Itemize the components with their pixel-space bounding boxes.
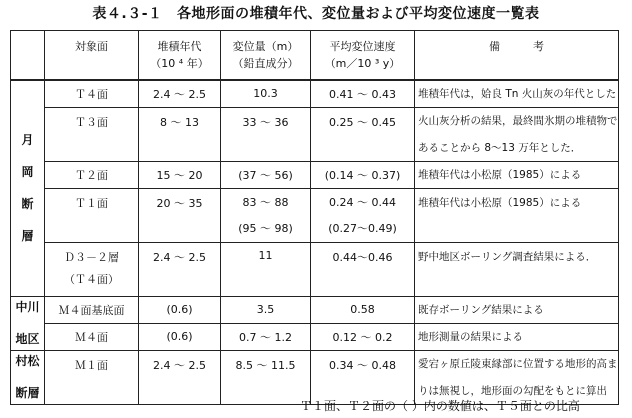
cell-remark: 堆積年代は小松原（1985）による <box>415 161 619 188</box>
footnote: Ｔ１面、Ｔ２面の（ ）内の数値は、Ｔ５面との比高 <box>300 399 580 413</box>
region-nakagawa: 中川 地区 <box>11 296 45 350</box>
cell-remark: 愛宕ヶ原丘陵東縁部に位置する地形的高ま <box>415 350 619 377</box>
cell-displacement-alt: (95 ～ 98) <box>221 215 311 242</box>
cell-remark: 地形測量の結果による <box>415 323 619 350</box>
table-row <box>11 323 619 350</box>
header-rate: 平均変位速度 （m／10 ³ y） <box>311 31 415 81</box>
cell-surface: Ｍ４面 <box>45 323 139 350</box>
cell-remark: 既存ボーリング結果による <box>415 296 619 323</box>
table-row <box>11 161 619 188</box>
data-table <box>10 30 619 405</box>
cell-surface: Ｔ３面 <box>45 107 139 161</box>
region-tsukioka: 月 岡 断 層 <box>11 80 45 296</box>
cell-age: 15 ～ 20 <box>139 161 221 188</box>
cell-rate: (0.14 ～ 0.37) <box>311 161 415 188</box>
cell-age: 20 ～ 35 <box>139 188 221 242</box>
cell-rate: 0.12 ～ 0.2 <box>311 323 415 350</box>
cell-remark-cont: りは無視し，地形面の勾配をもとに算出 <box>415 377 619 404</box>
cell-rate: 0.24 ～ 0.44 <box>311 188 415 215</box>
cell-remark-cont: あることから 8～13 万年とした． <box>415 134 619 161</box>
cell-age: 8 ～ 13 <box>139 107 221 161</box>
cell-displacement: 33 ～ 36 <box>221 107 311 161</box>
header-remarks: 備 考 <box>415 31 619 81</box>
cell-remark: 堆積年代は小松原（1985）による <box>415 188 619 242</box>
header-surface: 対象面 <box>45 31 139 81</box>
cell-age: 2.4 ～ 2.5 <box>139 80 221 107</box>
cell-age: 2.4 ～ 2.5 <box>139 242 221 296</box>
cell-displacement: 3.5 <box>221 296 311 323</box>
cell-surface: Ｔ４面 <box>45 80 139 107</box>
table-row <box>11 296 619 323</box>
table-title: 表４.３-１ 各地形面の堆積年代、変位量および平均変位速度一覧表 <box>92 6 540 22</box>
cell-displacement: 11 <box>221 242 311 296</box>
cell-rate: 0.41 ～ 0.43 <box>311 80 415 107</box>
cell-rate: 0.58 <box>311 296 415 323</box>
cell-age: (0.6) <box>139 323 221 350</box>
header-blank <box>11 31 45 81</box>
table-row <box>11 242 619 296</box>
cell-remark: 火山灰分析の結果，最終間氷期の堆積物で <box>415 107 619 134</box>
table-row <box>11 188 619 215</box>
header-age: 堆積年代 （10 ⁴ 年） <box>139 31 221 81</box>
table-row <box>11 80 619 107</box>
cell-surface: Ｍ４面基底面 <box>45 296 139 323</box>
cell-remark: 野中地区ボーリング調査結果による． <box>415 242 619 296</box>
cell-rate-alt: (0.27～0.49) <box>311 215 415 242</box>
table-row <box>11 350 619 377</box>
region-muramatsu: 村松 断層 <box>11 350 45 404</box>
cell-displacement: 83 ～ 88 <box>221 188 311 215</box>
header-row <box>11 31 619 81</box>
cell-age: (0.6) <box>139 296 221 323</box>
cell-rate: 0.25 ～ 0.45 <box>311 107 415 161</box>
cell-displacement: 10.3 <box>221 80 311 107</box>
cell-remark: 堆積年代は，姶良 Tn 火山灰の年代とした <box>415 80 619 107</box>
cell-age: 2.4 ～ 2.5 <box>139 350 221 404</box>
header-displacement: 変位量（m） （鉛直成分） <box>221 31 311 81</box>
cell-displacement: 0.7 ～ 1.2 <box>221 323 311 350</box>
cell-displacement: (37 ～ 56) <box>221 161 311 188</box>
cell-surface: Ｔ１面 <box>45 188 139 242</box>
cell-surface: Ｄ３－２層 （Ｔ４面） <box>45 242 139 296</box>
cell-rate: 0.34 ～ 0.48 <box>311 350 415 404</box>
cell-surface: Ｔ２面 <box>45 161 139 188</box>
table-row <box>11 107 619 134</box>
cell-rate: 0.44～0.46 <box>311 242 415 296</box>
cell-displacement: 8.5 ～ 11.5 <box>221 350 311 404</box>
cell-surface: Ｍ１面 <box>45 350 139 404</box>
